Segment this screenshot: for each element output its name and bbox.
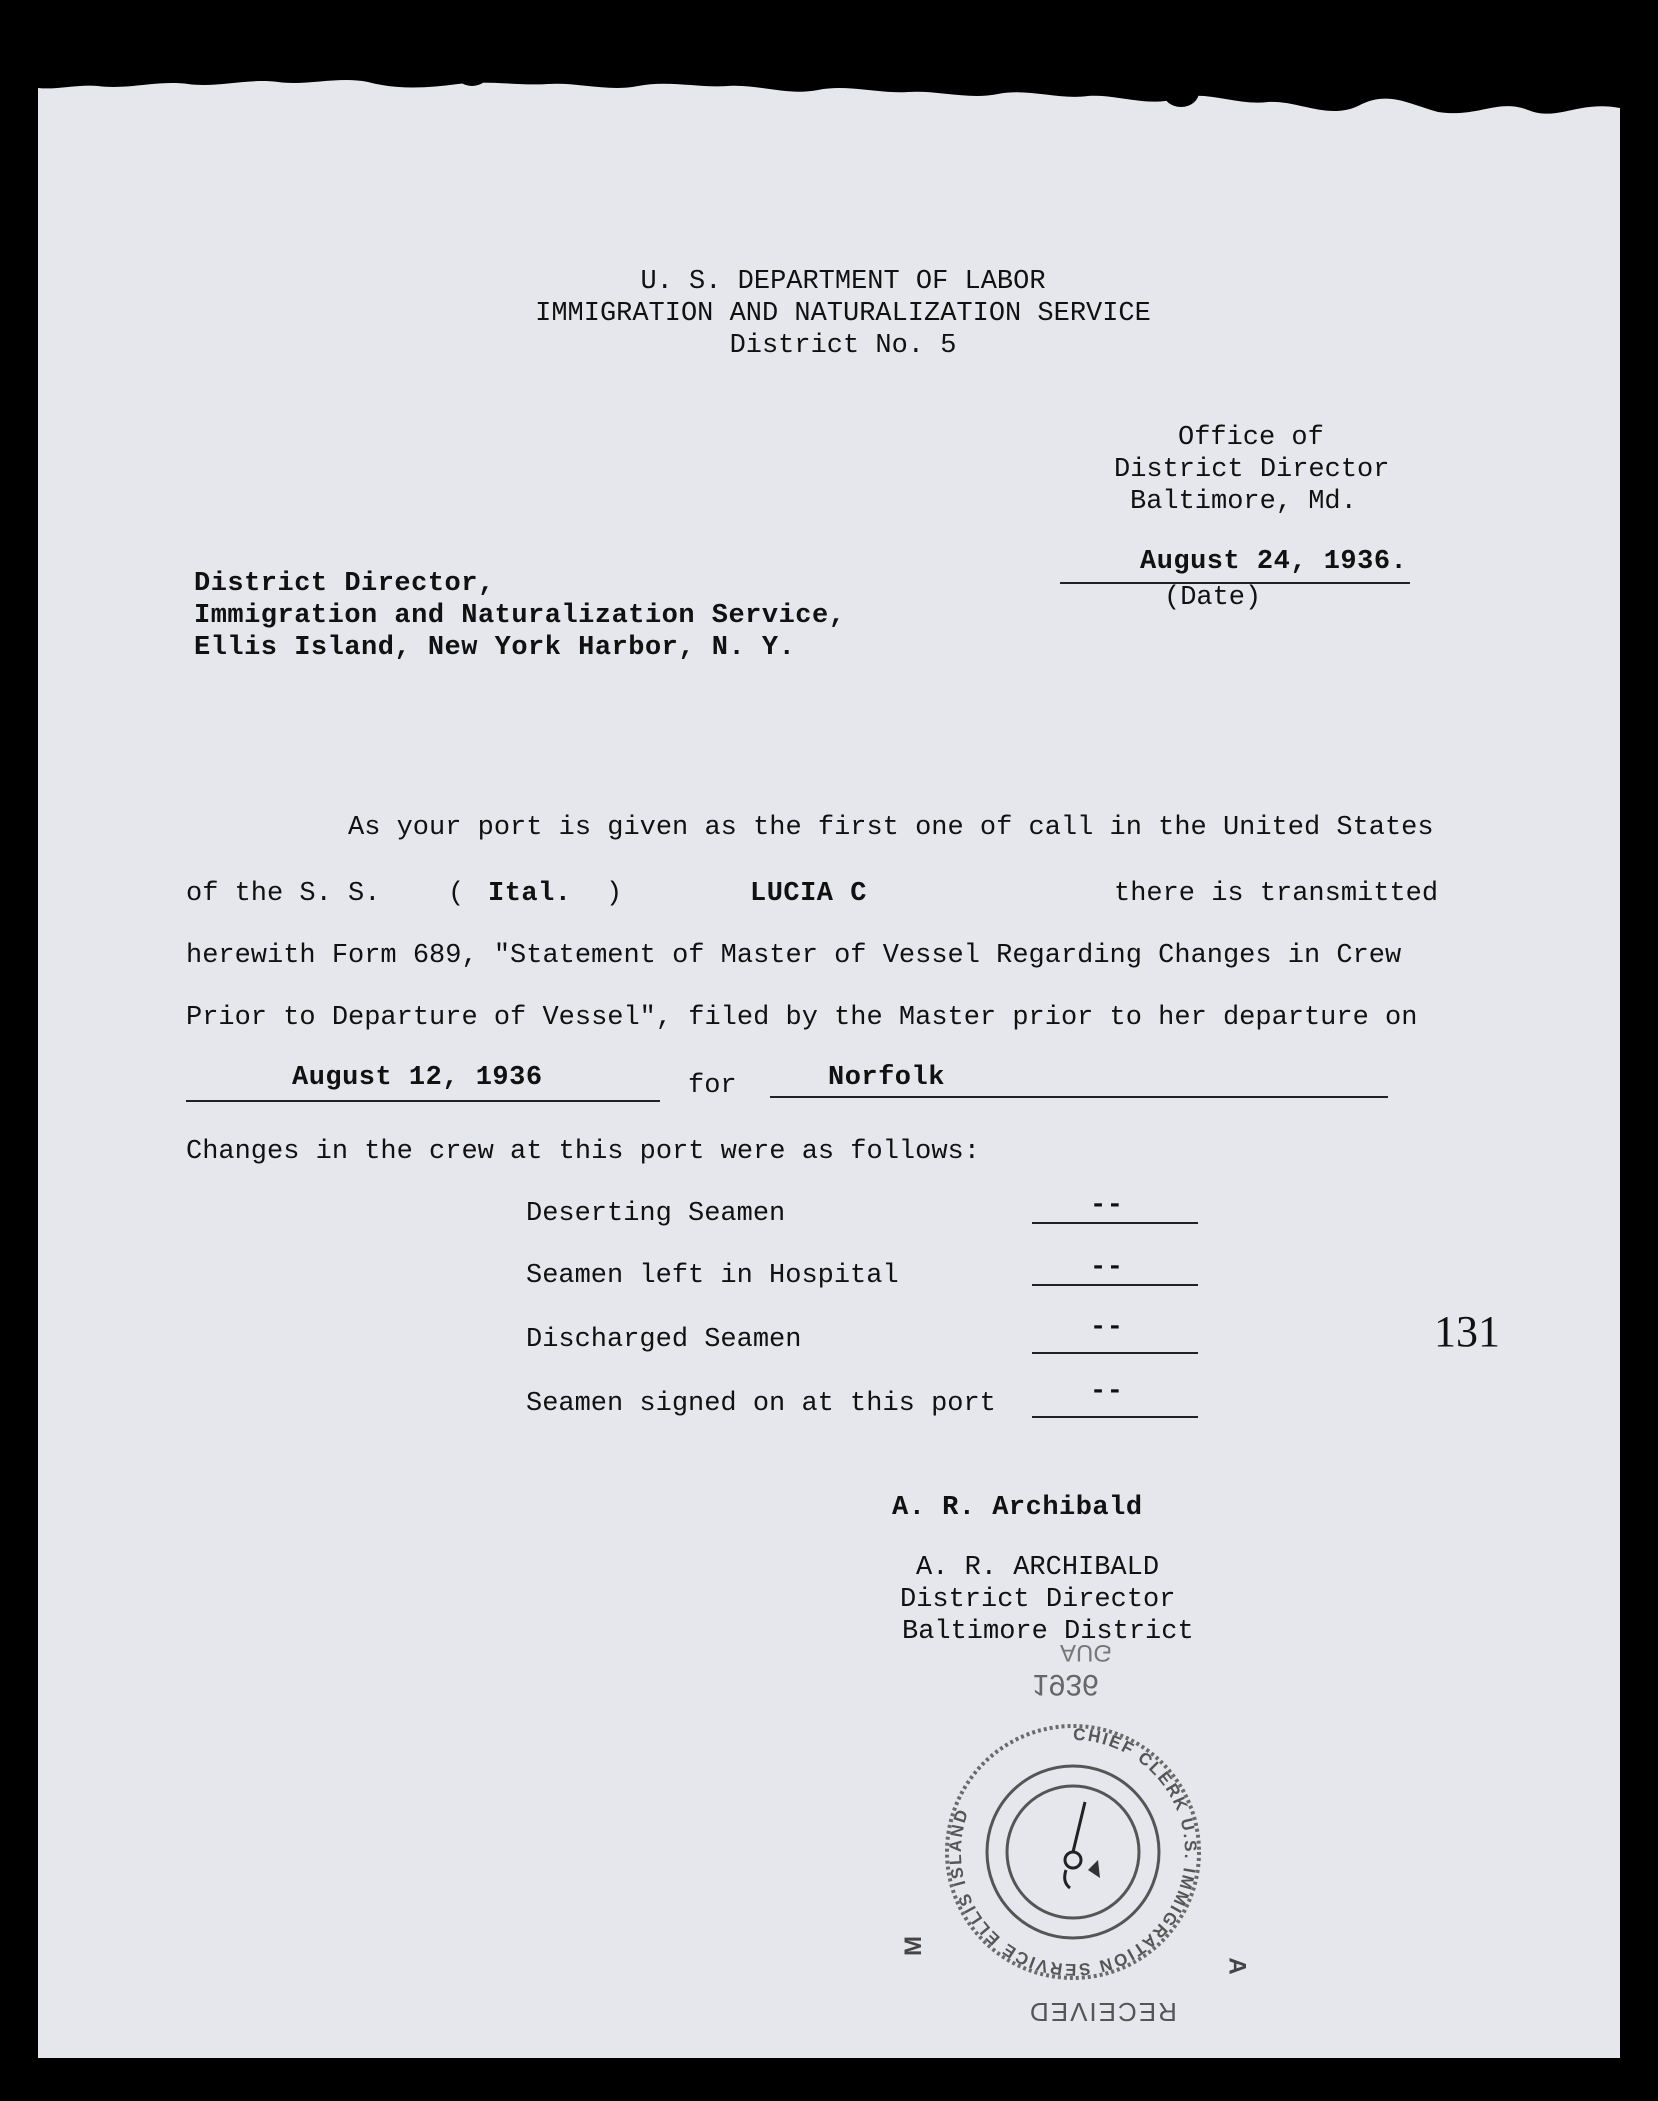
- crew-change-value: --: [1090, 1191, 1124, 1221]
- stamp-corner-left: M: [900, 1936, 927, 1956]
- flag-close-paren: ): [606, 879, 623, 909]
- for-label: for: [688, 1071, 737, 1101]
- signature-name: A. R. ARCHIBALD: [916, 1553, 1160, 1583]
- addressee-line-3: Ellis Island, New York Harbor, N. Y.: [194, 633, 796, 663]
- crew-change-label: Seamen signed on at this port: [526, 1389, 996, 1419]
- addressee-line-1: District Director,: [194, 569, 495, 599]
- signature-district: Baltimore District: [902, 1617, 1194, 1647]
- crew-change-underline: [1032, 1222, 1198, 1224]
- page-number: 131: [1434, 1307, 1500, 1356]
- crew-change-underline: [1032, 1284, 1198, 1286]
- body-line-3: herewith Form 689, "Statement of Master of Vessel Regarding Changes in Crew: [186, 941, 1402, 971]
- crew-change-value: --: [1090, 1253, 1124, 1283]
- received-stamp: [898, 1639, 1258, 2050]
- crew-change-label: Seamen left in Hospital: [526, 1261, 899, 1291]
- letter-date: August 24, 1936.: [1140, 547, 1408, 577]
- departure-date-underline: [186, 1100, 660, 1102]
- torn-top-edge: [38, 60, 1620, 150]
- stamp-received: RECEIVED: [1028, 1997, 1177, 2027]
- crew-change-label: Deserting Seamen: [526, 1199, 786, 1229]
- stamp-corner-right: A: [1223, 1957, 1251, 1975]
- destination: Norfolk: [828, 1063, 945, 1093]
- of-the-ss: of the S. S.: [186, 879, 381, 909]
- stamp-year: 1936: [1032, 1668, 1099, 1701]
- office-line-3: Baltimore, Md.: [1130, 487, 1357, 517]
- stamp-ring-text: CHIEF CLERK U.S. IMMIGRATION SERVICE ELLIS ISLAND: [945, 1724, 1201, 1980]
- letterhead-department: U. S. DEPARTMENT OF LABOR: [640, 267, 1046, 297]
- destination-underline: [770, 1096, 1388, 1098]
- crew-change-value: --: [1090, 1313, 1124, 1343]
- document-page: [38, 60, 1620, 2058]
- crew-change-underline: [1032, 1416, 1198, 1418]
- addressee-line-2: Immigration and Naturalization Service,: [194, 601, 846, 631]
- office-line-2: District Director: [1114, 455, 1390, 485]
- vessel-flag: Ital.: [488, 879, 572, 909]
- date-caption: (Date): [1164, 583, 1262, 613]
- letterhead-service: IMMIGRATION AND NATURALIZATION SERVICE: [535, 299, 1151, 329]
- flag-open-paren: (: [448, 879, 465, 909]
- signature-title: District Director: [900, 1585, 1176, 1615]
- transmitted-text: there is transmitted: [1114, 879, 1439, 909]
- letterhead-district: District No. 5: [729, 331, 957, 361]
- body-line-4: Prior to Departure of Vessel", filed by the Master prior to her departure on: [186, 1003, 1418, 1033]
- stamp-month: AUG: [1060, 1639, 1113, 1666]
- office-line-1: Office of: [1178, 423, 1324, 453]
- departure-date: August 12, 1936: [292, 1063, 543, 1093]
- vessel-name: LUCIA C: [750, 879, 867, 909]
- stamp-seal-icon: [938, 1720, 1208, 1980]
- body-line-1: As your port is given as the first one of call in the United States: [348, 813, 1434, 843]
- crew-change-label: Discharged Seamen: [526, 1325, 802, 1355]
- crew-change-underline: [1032, 1352, 1198, 1354]
- changes-intro: Changes in the crew at this port were as follows:: [186, 1137, 980, 1167]
- signature-signed: A. R. Archibald: [892, 1493, 1143, 1523]
- crew-change-value: --: [1090, 1377, 1124, 1407]
